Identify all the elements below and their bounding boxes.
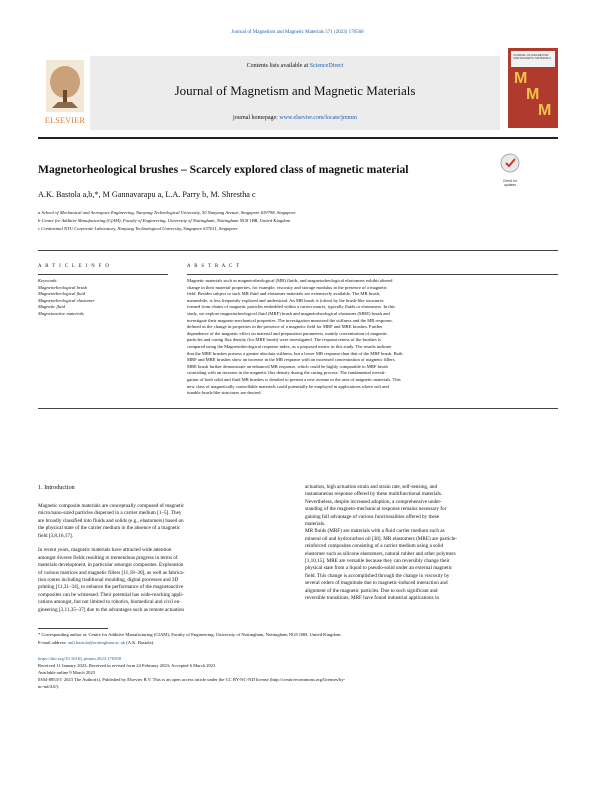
keyword-item: Magnetic fluid — [38, 304, 65, 310]
abstract-line: particles and curing flux density (for MRE brush) were investigated. The responsiveness of the brushes is — [187, 337, 381, 343]
intro-right-line: field. This change is accomplished through the change in viscosity by — [305, 572, 450, 579]
publisher-logo-text: ELSEVIER — [44, 116, 86, 125]
intro-left-line: printing [11,31–34], to enhance the performance of the magnetoactive — [38, 584, 184, 591]
cover-letter-1: M — [514, 70, 528, 87]
author-list[interactable]: A.K. Bastola a,b,*, M Gannavarapu a, L.A. Parry b, M. Shrestha c — [38, 190, 256, 199]
intro-left-line: composites can be witnessed. Their potential has wide-reaching appli- — [38, 591, 184, 598]
intro-left-line: amongst diverse fields resulting in tremendous progress in terms of — [38, 554, 178, 561]
contents-line: Contents lists available at ScienceDirect — [246, 63, 344, 69]
keywords-block — [38, 278, 168, 318]
intro-right-line: gaining full advantage of various functionalities offered by these — [305, 513, 440, 520]
intro-right-line: elastomer such as silicone elastomers, natural rubber and other polymers — [305, 550, 456, 557]
intro-right-line: [1,10,15]. MRE are versatile because they can reversibly change their — [305, 558, 450, 565]
received-dates: Received 11 January 2023; Received in revised form 24 February 2023; Accepted 6 March 2023 — [38, 663, 216, 668]
abstract-line: defined as the change in properties in the presence of a magnetic field for MRF and MRE brushes. Further — [187, 324, 383, 330]
affiliation-c: c Continental NTU Corporate Laboratory, Nanyang Technological University, Singapore 637611, Singapore — [38, 226, 238, 231]
abstract-line: dependence of the magnetic effect on material and preparation parameters, mainly concentration of magnetic — [187, 330, 388, 336]
intro-left-line: are broadly classified into fluids and solids (e.g., elastomers) based on — [38, 517, 184, 524]
abstract-rule — [187, 274, 558, 275]
available-online: Available online 9 March 2023 — [38, 670, 96, 675]
keywords-label: Keywords: — [38, 278, 58, 283]
intro-right-line: materials. — [305, 521, 326, 528]
intro-right-line: alignment of the magnetic particles. Due to such significant and — [305, 587, 438, 594]
abstract-line: MRF and MRE brushes show an increase in the MR response with an increased concentration of magnetic fillers. — [187, 357, 396, 363]
elsevier-logo[interactable] — [42, 56, 88, 130]
abstract-line: change in their material properties, for example, viscosity and storage modulus in the presence of a magnetic — [187, 284, 388, 290]
email-footnote: E-mail address: anil.bastola@nottingham.ac.uk (A.K. Bastola). — [38, 640, 155, 645]
intro-right-line: physical state from a liquid to pseudo-solid under an external magnetic — [305, 565, 453, 572]
abstract-line: new class of magnetically controllable materials could potentially be employed in applications where soft and — [187, 383, 389, 389]
intro-right-column — [305, 484, 558, 603]
email-link[interactable]: anil.bastola@nottingham.ac.uk — [67, 640, 126, 645]
intro-heading: 1. Introduction — [38, 484, 75, 491]
intro-right-line: reinforced composites consisting of a carrier medium using a solid — [305, 543, 444, 550]
abstract-line: gation of both solid and fluid MR brushes is detailed to present a new avenue in the area of magnetic materials. This — [187, 376, 401, 382]
article-info-heading: A R T I C L E I N F O — [38, 264, 111, 269]
intro-left-line: field [3,8,16,17]. — [38, 532, 74, 539]
check-updates-icon — [497, 152, 523, 174]
journal-cover[interactable] — [508, 48, 558, 128]
abstract-line: meanwhile, is less frequently explored and understood. An MR brush is (often) by the brush-like structures — [187, 297, 384, 303]
abstract-line: that the MRE brushes possess a greater absolute stiffness, but a lower MR response than that of the MRF brush. Both — [187, 350, 403, 356]
cover-letter-3: M — [538, 102, 552, 119]
article-info-rule — [38, 274, 168, 275]
intro-left-line: cations amongst, but not limited to robotics, biomedical and civil en- — [38, 599, 181, 606]
abstract-heading: A B S T R A C T — [187, 264, 241, 269]
intro-right-line: mineral oil and hydrocarbon oil [38]. MR elastomers (MRE) are particle- — [305, 535, 457, 542]
article-title: Magnetorheological brushes – Scarcely explored class of magnetic material — [38, 163, 409, 176]
cover-side-text: JOURNAL OF MAGNETISM AND MAGNETIC MATERIALS — [513, 53, 551, 61]
intro-right-line: instantaneous response offered by these multifunctional materials. — [305, 491, 443, 498]
intro-left-line: the physical state of the carrier medium in the absence of a magnetic — [38, 525, 181, 532]
abstract-line: formed from chains of magnetic particles embedded within a carrier matrix, typically fluids or elastomers. In this — [187, 304, 395, 310]
abstract-line: coinciding with an increase in the magnetic flux density during the curing process. The fundamental investi- — [187, 370, 386, 376]
cover-letter-2: M — [526, 86, 540, 103]
intro-right-line: several orders of magnitude due to magnetic-induced interaction and — [305, 580, 448, 587]
journal-title: Journal of Magnetism and Magnetic Materials — [174, 83, 416, 98]
affiliation-a: a School of Mechanical and Aerospace Engineering, Nanyang Technological University, 50 Nanyang Avenue, Singapore 639798, Singapore — [38, 210, 296, 215]
keyword-item: Magnetorheological elastomer — [38, 297, 95, 303]
intro-left-line: In recent years, magnetic materials have attracted wide attention — [38, 547, 172, 554]
intro-left-line: tion routes including traditional moulding, digital processes and 3D — [38, 577, 179, 584]
intro-right-line: standing of the magneto-mechanical response remains necessary for — [305, 506, 447, 513]
intro-left-line — [38, 540, 291, 547]
abstract-line: Magnetic materials such as magnetorheological (MR) fluids, and magnetorheological elastomers exhibit altered — [187, 278, 393, 283]
intro-left-line: micro/nano-sized particles dispersed in a carrier medium [1–5]. They — [38, 510, 182, 517]
doi-link[interactable]: https://doi.org/10.1016/j.jmmm.2023.170568 — [38, 656, 121, 661]
intro-left-line: gineering [3,11,35–37] due to the advantages such as remote actuation — [38, 606, 185, 613]
license-line[interactable]: 0304-8853/© 2023 The Author(s). Published by Elsevier B.V. This is an open access article under the CC BY-NC-ND license (http://creativecommons.org/licenses/by- — [38, 677, 346, 682]
abstract-line: tunable brush-like structures are desired. — [187, 390, 262, 396]
footnote-rule — [38, 628, 108, 629]
check-updates-label: Check for updates — [502, 179, 518, 187]
abstract-bottom-rule — [38, 408, 558, 409]
abstract-line: investigate their magneto-mechanical properties. The investigation measured the stiffness and the MR response, — [187, 317, 393, 323]
abstract-line: study, we explore magnetorheological fluid (MRF) brush and magnetorheological elastomer (MRE) brush and — [187, 310, 390, 316]
sciencedirect-link[interactable]: ScienceDirect — [309, 63, 344, 69]
affiliation-b: b Centre for Additive Manufacturing (CfAM), Faculty of Engineering, University of Nottingham, Nottingham NG8 1BB, United Kingdom — [38, 218, 291, 223]
intro-right-line: reversible transitions, MRF have found industrial applications in — [305, 595, 439, 602]
intro-left-column — [38, 503, 291, 614]
intro-right-line: Nevertheless, despite increased adoption, a comprehensive under- — [305, 498, 442, 505]
running-header[interactable]: Journal of Magnetism and Magnetic Materials 571 (2023) 170568 — [231, 30, 364, 35]
intro-left-line: Magnetic composite materials are conceptually composed of magnetic — [38, 503, 185, 509]
keyword-item: Magnetorheological brush — [38, 284, 88, 290]
corresponding-footnote: * Corresponding author at: Centre for Additive Manufacturing (CfAM), Faculty of Engineering, University of Nottingham, Nottingham NG8 1BB, United Kingdom. — [38, 632, 342, 637]
keyword-item: Magnetorheological fluid — [38, 291, 85, 297]
intro-left-line: of various matrices and magnetic fillers [11,18–30], as well as fabrica- — [38, 569, 185, 576]
homepage-line: journal homepage: www.elsevier.com/locate/jmmm — [233, 115, 357, 121]
abstract-body — [187, 278, 558, 397]
abstract-line: field. Besides subject to such MR fluid and elastomer materials are extensively available. The MR brush, — [187, 291, 381, 297]
abstract-line: compared using the Magnetorheological response index, as a proposed metric in this study. The results indicate — [187, 343, 392, 349]
keyword-item: Magnetoactive materials — [38, 310, 84, 316]
homepage-link[interactable]: www.elsevier.com/locate/jmmm — [279, 115, 357, 121]
journal-header — [90, 56, 500, 130]
intro-right-line: MR fluids (MRF) are materials with a fluid carrier medium such as — [305, 528, 445, 535]
license-line-2[interactable]: nc-nd/4.0/). — [38, 684, 60, 689]
intro-right-line: actuation, high actuation strain and strain rate, self-sensing, and — [305, 484, 438, 490]
abstract-line: MRE brush further demonstrate an enhanced MR response, which could be highly comparable to MRF brush — [187, 363, 388, 369]
header-rule — [38, 137, 558, 139]
check-for-updates-button[interactable] — [497, 152, 523, 187]
intro-left-line: materials development, in particular amongst composites. Exploration — [38, 562, 184, 569]
affil-rule — [38, 250, 558, 251]
